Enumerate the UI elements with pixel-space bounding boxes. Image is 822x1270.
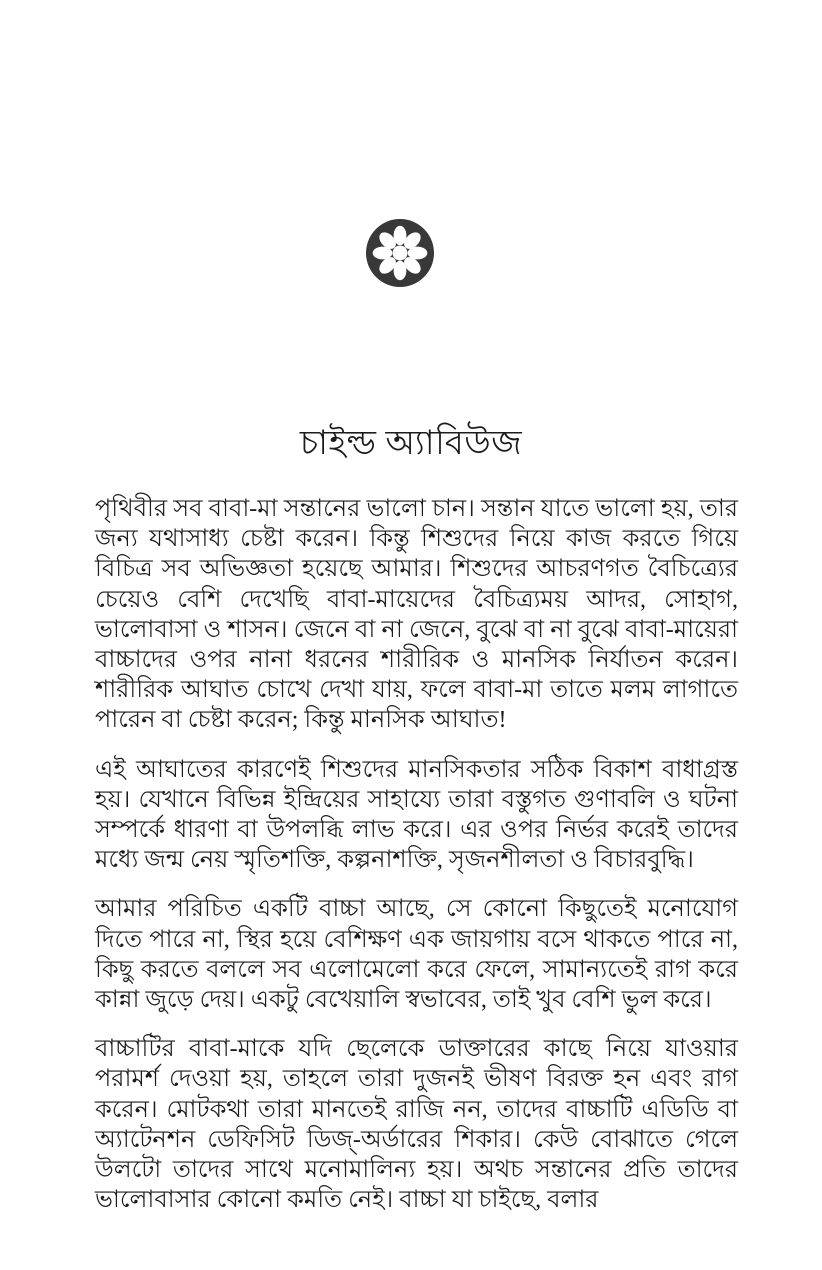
paragraph-2: এই আঘাতের কারণেই শিশুদের মানসিকতার সঠিক বিকাশ বাধাগ্রস্ত হয়। যেখানে বিভিন্ন ইন্দ্রিয়ের সাহায্যে তারা বস্তুগত গুণাবলি ও ঘটনা সম্পর্কে ধারণা বা উপলব্ধি লাভ করে। এর ওপর নির্ভর করেই তাদের মধ্যে জন্ম নেয় স্মৃতিশক্তি, কল্পনাশক্তি, সৃজনশীলতা ও বিচারবুদ্ধি। xyxy=(95,756,738,874)
flower-rosette-icon xyxy=(365,218,435,288)
paragraph-1: পৃথিবীর সব বাবা-মা সন্তানের ভালো চান। সন্তান যাতে ভালো হয়, তার জন্য যথাসাধ্য চেষ্টা করেন। কিন্তু শিশুদের নিয়ে কাজ করতে গিয়ে বিচিত্র সব অভিজ্ঞতা হয়েছে আমার। শিশুদের আচরণগত বৈচিত্র্যের চেয়েও বেশি দেখেছি বাবা-মায়েদের বৈচিত্র্যময় আদর, সোহাগ, ভালোবাসা ও শাসন। জেনে বা না জেনে, বুঝে বা না বুঝে বাবা-মায়েরা বাচ্চাদের ওপর নানা ধরনের শারীরিক ও মানসিক নির্যাতন করেন। শারীরিক আঘাত চোখে দেখা যায়, ফলে বাবা-মা তাতে মলম লাগাতে পারেন বা চেষ্টা করেন; কিন্তু মানসিক আঘাত! xyxy=(95,496,738,734)
paragraph-3: আমার পরিচিত একটি বাচ্চা আছে, সে কোনো কিছুতেই মনোযোগ দিতে পারে না, স্থির হয়ে বেশিক্ষণ এক জায়গায় বসে থাকতে পারে না, কিছু করতে বললে সব এলোমেলো করে ফেলে, সামান্যতেই রাগ করে কান্না জুড়ে দেয়। একটু বেখেয়ালি স্বভাবের, তাই খুব বেশি ভুল করে। xyxy=(95,896,738,1014)
chapter-title: চাইল্ড অ্যাবিউজ xyxy=(299,425,523,462)
body-text xyxy=(95,494,738,1215)
paragraph-4: বাচ্চাটির বাবা-মাকে যদি ছেলেকে ডাক্তারের কাছে নিয়ে যাওয়ার পরামর্শ দেওয়া হয়, তাহলে তারা দুজনই ভীষণ বিরক্ত হন এবং রাগ করেন। মোটকথা তারা মানতেই রাজি নন, তাদের বাচ্চাটি এডিডি বা অ্যাটেনশন ডেফিসিট ডিজ্-অর্ডারের শিকার। কেউ বোঝাতে গেলে উলটো তাদের সাথে মনোমালিন্য হয়। অথচ সন্তানের প্রতি তাদের ভালোবাসার কোনো কমতি নেই। বাচ্চা যা চাইছে, বলার xyxy=(95,1036,738,1214)
